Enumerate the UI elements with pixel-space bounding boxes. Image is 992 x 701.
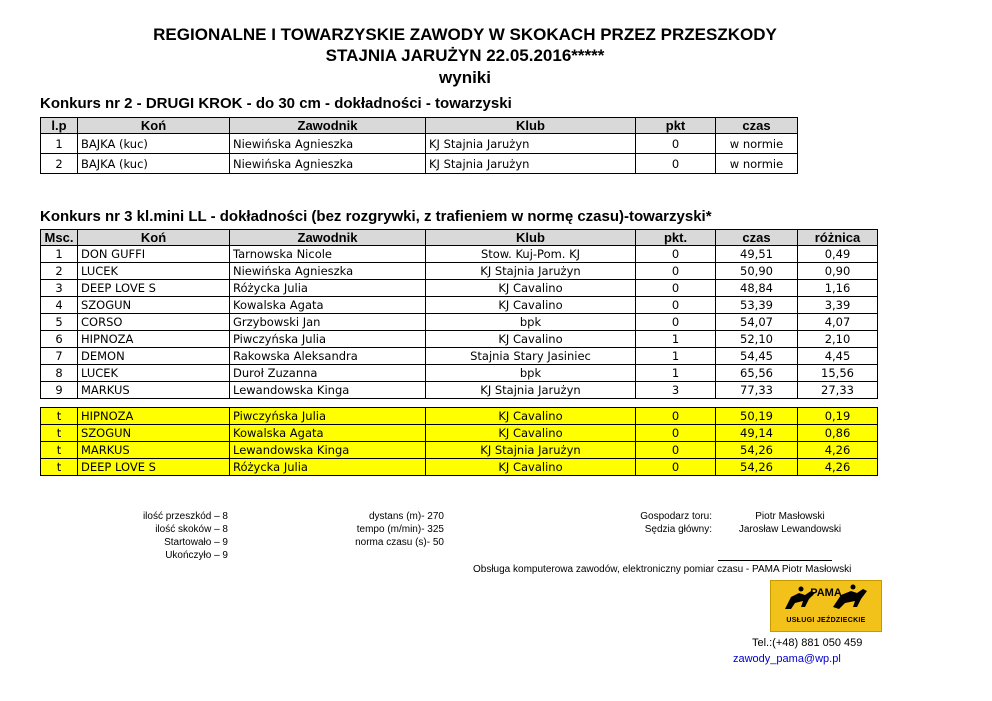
table-cell: KJ Cavalino <box>426 280 636 297</box>
course-line: norma czasu (s)- 50 <box>355 537 444 548</box>
table-cell: 54,26 <box>716 442 798 459</box>
table-cell: 1 <box>636 331 716 348</box>
table-cell: 9 <box>41 382 78 399</box>
table-cell: Duroł Zuzanna <box>230 365 426 382</box>
column-header: Zawodnik <box>230 118 426 134</box>
stat-line: ilość skoków – 8 <box>155 524 228 535</box>
stat-line: ilość przeszkód – 8 <box>142 511 228 522</box>
table-row <box>41 263 878 280</box>
table-cell: Kowalska Agata <box>230 425 426 442</box>
roles-labels <box>600 510 712 536</box>
stats-block <box>100 510 228 562</box>
table-cell: KJ Cavalino <box>426 425 636 442</box>
table-cell: LUCEK <box>78 365 230 382</box>
table-cell: KJ Cavalino <box>426 408 636 425</box>
doc-title-line2: STAJNIA JARUŻYN 22.05.2016***** <box>325 46 605 65</box>
table-cell: Piwczyńska Julia <box>230 331 426 348</box>
table-cell: 1 <box>636 365 716 382</box>
table-cell: 1 <box>41 246 78 263</box>
table-cell: t <box>41 425 78 442</box>
table-cell: Rakowska Aleksandra <box>230 348 426 365</box>
table-cell: 2 <box>41 154 78 174</box>
table-cell: HIPNOZA <box>78 408 230 425</box>
table-cell: 1,16 <box>798 280 878 297</box>
table-cell: t <box>41 459 78 476</box>
konkurs2-title: Konkurs nr 2 - DRUGI KROK - do 30 cm - dokładności - towarzyski <box>40 95 512 112</box>
table-row <box>41 425 878 442</box>
logo-text: USŁUGI JEŹDZIECKIE <box>786 617 866 624</box>
table-cell: 0,19 <box>798 408 878 425</box>
table-cell: 0 <box>636 280 716 297</box>
column-header: różnica <box>798 230 878 246</box>
logo-brand: PAMA <box>810 587 842 599</box>
table-row <box>41 331 878 348</box>
table-cell: KJ Stajnia Jarużyn <box>426 263 636 280</box>
course-line: tempo (m/min)- 325 <box>356 524 444 535</box>
table-row <box>41 134 798 154</box>
konkurs3-header-row <box>41 230 878 246</box>
table-spacer <box>41 399 878 408</box>
table-cell: 52,10 <box>716 331 798 348</box>
table-cell: 0 <box>636 134 716 154</box>
table-cell: Lewandowska Kinga <box>230 382 426 399</box>
table-cell: 54,07 <box>716 314 798 331</box>
table-cell: 3 <box>636 382 716 399</box>
table-cell: 65,56 <box>716 365 798 382</box>
konkurs2-header-row <box>41 118 798 134</box>
column-header: Zawodnik <box>230 230 426 246</box>
table-cell: 0,90 <box>798 263 878 280</box>
table-row <box>41 280 878 297</box>
table-cell: Grzybowski Jan <box>230 314 426 331</box>
table-cell: Niewińska Agnieszka <box>230 154 426 174</box>
table-cell: 50,90 <box>716 263 798 280</box>
column-header: Koń <box>78 118 230 134</box>
table-cell: 4,45 <box>798 348 878 365</box>
column-header: Koń <box>78 230 230 246</box>
table-cell: 2 <box>41 263 78 280</box>
table-cell: 0 <box>636 459 716 476</box>
table-cell: KJ Stajnia Jarużyn <box>426 442 636 459</box>
table-cell: CORSO <box>78 314 230 331</box>
table-cell: 2,10 <box>798 331 878 348</box>
table-cell: 0,49 <box>798 246 878 263</box>
course-line: dystans (m)- 270 <box>368 511 444 522</box>
table-cell: KJ Cavalino <box>426 459 636 476</box>
table-cell: Różycka Julia <box>230 459 426 476</box>
table-cell: Stajnia Stary Jasiniec <box>426 348 636 365</box>
table-cell: KJ Stajnia Jarużyn <box>426 154 636 174</box>
table-cell: DON GUFFI <box>78 246 230 263</box>
table-cell: BAJKA (kuc) <box>78 154 230 174</box>
column-header: Msc. <box>41 230 78 246</box>
table-cell: HIPNOZA <box>78 331 230 348</box>
table-cell: 49,51 <box>716 246 798 263</box>
table-cell: KJ Stajnia Jarużyn <box>426 382 636 399</box>
table-cell: 54,26 <box>716 459 798 476</box>
table-cell: Niewińska Agnieszka <box>230 134 426 154</box>
table-cell: 5 <box>41 314 78 331</box>
table-cell: BAJKA (kuc) <box>78 134 230 154</box>
table-row <box>41 297 878 314</box>
konkurs3-table <box>40 229 878 476</box>
role-name: Piotr Masłowski <box>755 511 825 522</box>
konkurs2-table <box>40 117 798 174</box>
table-cell: 0 <box>636 263 716 280</box>
table-row <box>41 382 878 399</box>
table-cell: 15,56 <box>798 365 878 382</box>
table-cell: Kowalska Agata <box>230 297 426 314</box>
table-cell: 27,33 <box>798 382 878 399</box>
table-row <box>41 365 878 382</box>
table-cell: 0,86 <box>798 425 878 442</box>
table-cell: 3,39 <box>798 297 878 314</box>
table-cell: 0 <box>636 154 716 174</box>
konkurs3-title: Konkurs nr 3 kl.mini LL - dokładności (bez rozgrywki, z trafieniem w normę czasu)-towarzyski* <box>40 208 712 225</box>
table-row <box>41 348 878 365</box>
table-cell: bpk <box>426 365 636 382</box>
table-cell: 0 <box>636 246 716 263</box>
column-header: Klub <box>426 118 636 134</box>
column-header: l.p <box>41 118 78 134</box>
role-label: Sędzia główny: <box>644 524 712 535</box>
table-cell: 50,19 <box>716 408 798 425</box>
table-cell: bpk <box>426 314 636 331</box>
table-cell: SZOGUN <box>78 425 230 442</box>
table-cell: 0 <box>636 442 716 459</box>
column-header: pkt. <box>636 230 716 246</box>
column-header: czas <box>716 230 798 246</box>
table-cell: 77,33 <box>716 382 798 399</box>
table-cell: KJ Cavalino <box>426 331 636 348</box>
contact-email[interactable]: zawody_pama@wp.pl <box>733 653 841 665</box>
table-cell: MARKUS <box>78 442 230 459</box>
table-cell: KJ Cavalino <box>426 297 636 314</box>
table-cell: 1 <box>636 348 716 365</box>
signature-line <box>718 560 832 561</box>
roles-names <box>720 510 860 536</box>
table-cell: 54,45 <box>716 348 798 365</box>
doc-title-line1: REGIONALNE I TOWARZYSKIE ZAWODY W SKOKACH PRZEZ PRZESZKODY <box>153 25 777 44</box>
table-row <box>41 154 798 174</box>
table-cell: 7 <box>41 348 78 365</box>
pama-logo <box>770 580 882 632</box>
table-cell: 0 <box>636 297 716 314</box>
table-cell: Lewandowska Kinga <box>230 442 426 459</box>
table-cell: 6 <box>41 331 78 348</box>
table-cell: w normie <box>716 134 798 154</box>
table-cell: DEMON <box>78 348 230 365</box>
table-row <box>41 459 878 476</box>
table-cell: Niewińska Agnieszka <box>230 263 426 280</box>
table-cell: Różycka Julia <box>230 280 426 297</box>
column-header: pkt <box>636 118 716 134</box>
table-cell: 0 <box>636 425 716 442</box>
table-cell: Stow. Kuj-Pom. KJ <box>426 246 636 263</box>
column-header: Klub <box>426 230 636 246</box>
table-cell: 49,14 <box>716 425 798 442</box>
doc-title-line3: wyniki <box>439 68 491 87</box>
table-row <box>41 314 878 331</box>
table-cell: 4,26 <box>798 442 878 459</box>
table-cell: 1 <box>41 134 78 154</box>
table-row <box>41 408 878 425</box>
table-row <box>41 246 878 263</box>
service-text: Obsługa komputerowa zawodów, elektroniczny pomiar czasu - PAMA Piotr Masłowski <box>473 564 852 575</box>
contact-tel: Tel.:(+48) 881 050 459 <box>752 637 863 649</box>
table-cell: w normie <box>716 154 798 174</box>
column-header: czas <box>716 118 798 134</box>
table-cell: LUCEK <box>78 263 230 280</box>
table-cell: Piwczyńska Julia <box>230 408 426 425</box>
table-cell: 53,39 <box>716 297 798 314</box>
table-cell: 4 <box>41 297 78 314</box>
table-cell: 4,26 <box>798 459 878 476</box>
table-cell: 8 <box>41 365 78 382</box>
table-row <box>41 442 878 459</box>
table-cell: KJ Stajnia Jarużyn <box>426 134 636 154</box>
table-cell: 4,07 <box>798 314 878 331</box>
table-cell: DEEP LOVE S <box>78 459 230 476</box>
table-cell: t <box>41 408 78 425</box>
stat-line: Ukończyło – 9 <box>165 550 228 561</box>
table-cell: 0 <box>636 408 716 425</box>
table-cell: MARKUS <box>78 382 230 399</box>
table-cell: 0 <box>636 314 716 331</box>
course-block <box>320 510 444 549</box>
table-cell: 3 <box>41 280 78 297</box>
role-name: Jarosław Lewandowski <box>738 524 842 535</box>
table-cell: DEEP LOVE S <box>78 280 230 297</box>
table-cell: Tarnowska Nicole <box>230 246 426 263</box>
table-cell: t <box>41 442 78 459</box>
table-cell: 48,84 <box>716 280 798 297</box>
table-cell: SZOGUN <box>78 297 230 314</box>
stat-line: Startowało – 9 <box>164 537 228 548</box>
role-label: Gospodarz toru: <box>640 511 712 522</box>
